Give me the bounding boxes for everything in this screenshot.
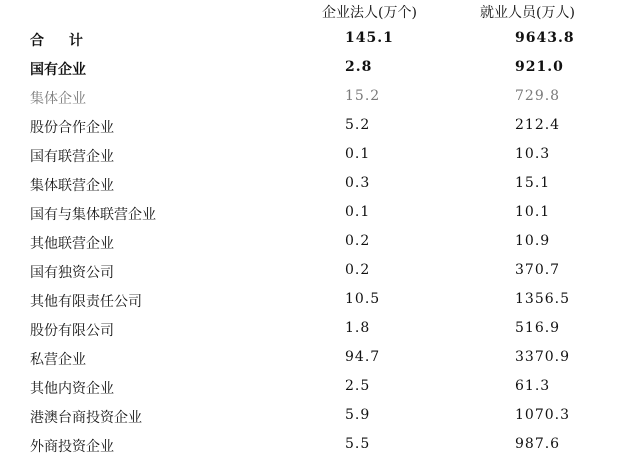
table-row xyxy=(0,142,640,171)
row-label: 集体联营企业 xyxy=(30,178,114,194)
row-label: 股份有限公司 xyxy=(30,323,114,339)
table-row-total xyxy=(0,26,640,55)
table-row xyxy=(0,171,640,200)
cell-employees: 10.1 xyxy=(515,204,551,220)
table-row xyxy=(0,403,640,432)
table-row xyxy=(0,200,640,229)
cell-employees: 10.3 xyxy=(515,146,551,162)
cell-employees: 987.6 xyxy=(515,436,561,452)
row-label: 股份合作企业 xyxy=(30,120,114,136)
column-header-legal-entities: 企业法人(万个) xyxy=(322,5,417,21)
row-label: 其他有限责任公司 xyxy=(30,294,142,310)
data-table xyxy=(0,26,640,461)
column-header-employees: 就业人员(万人) xyxy=(480,5,575,21)
cell-legal-entities: 15.2 xyxy=(345,88,381,104)
table-row xyxy=(0,55,640,84)
row-label: 港澳台商投资企业 xyxy=(30,410,142,426)
cell-employees: 61.3 xyxy=(515,378,551,394)
cell-legal-entities: 94.7 xyxy=(345,349,381,365)
table-row xyxy=(0,432,640,461)
cell-legal-entities: 145.1 xyxy=(345,30,394,46)
cell-employees: 921.0 xyxy=(515,59,564,75)
table-row xyxy=(0,113,640,142)
row-label: 国有联营企业 xyxy=(30,149,114,165)
cell-legal-entities: 5.9 xyxy=(345,407,371,423)
row-label: 私营企业 xyxy=(30,352,86,368)
cell-legal-entities: 5.5 xyxy=(345,436,371,452)
cell-employees: 1356.5 xyxy=(515,291,570,307)
cell-employees: 212.4 xyxy=(515,117,561,133)
cell-employees: 516.9 xyxy=(515,320,561,336)
table-row xyxy=(0,258,640,287)
cell-legal-entities: 10.5 xyxy=(345,291,381,307)
cell-employees: 9643.8 xyxy=(515,30,575,46)
table-header xyxy=(0,0,640,24)
row-label: 集体企业 xyxy=(30,91,86,107)
table-row xyxy=(0,316,640,345)
cell-employees: 15.1 xyxy=(515,175,551,191)
cell-legal-entities: 5.2 xyxy=(345,117,371,133)
cell-legal-entities: 0.2 xyxy=(345,262,371,278)
cell-legal-entities: 2.8 xyxy=(345,59,373,75)
cell-legal-entities: 0.2 xyxy=(345,233,371,249)
row-label: 国有独资公司 xyxy=(30,265,114,281)
row-label: 其他联营企业 xyxy=(30,236,114,252)
cell-employees: 10.9 xyxy=(515,233,551,249)
table-row xyxy=(0,84,640,113)
row-label: 合 计 xyxy=(30,33,93,49)
cell-legal-entities: 0.1 xyxy=(345,146,371,162)
cell-employees: 729.8 xyxy=(515,88,561,104)
cell-legal-entities: 0.3 xyxy=(345,175,371,191)
row-label: 外商投资企业 xyxy=(30,439,114,455)
table-row xyxy=(0,287,640,316)
table-row xyxy=(0,345,640,374)
row-label: 国有企业 xyxy=(30,62,86,78)
row-label: 其他内资企业 xyxy=(30,381,114,397)
table-row xyxy=(0,374,640,403)
cell-employees: 1070.3 xyxy=(515,407,570,423)
table-row xyxy=(0,229,640,258)
cell-employees: 3370.9 xyxy=(515,349,570,365)
cell-legal-entities: 0.1 xyxy=(345,204,371,220)
row-label: 国有与集体联营企业 xyxy=(30,207,156,223)
cell-legal-entities: 1.8 xyxy=(345,320,371,336)
cell-legal-entities: 2.5 xyxy=(345,378,371,394)
cell-employees: 370.7 xyxy=(515,262,561,278)
